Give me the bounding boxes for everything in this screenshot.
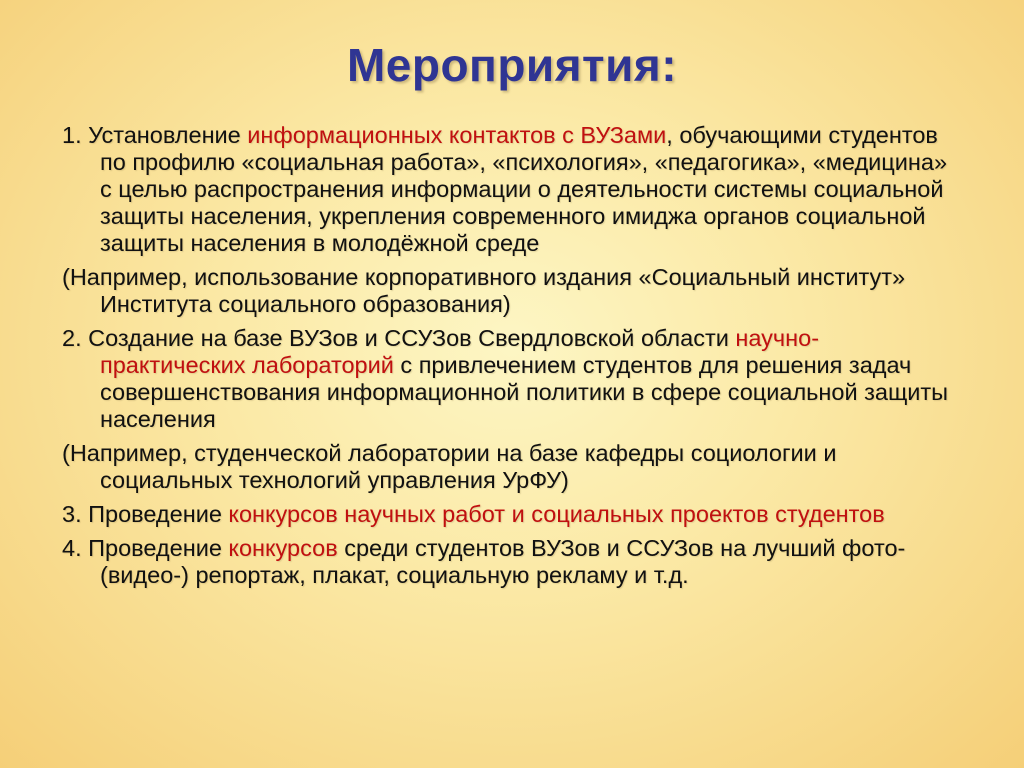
item-3-text-a: 3. Проведение [62,501,229,527]
item-3-highlight: конкурсов научных работ и социальных проектов студентов [228,501,885,527]
slide-title: Мероприятия: [346,39,678,91]
item-2-text-a: 2. Создание на базе ВУЗов и ССУЗов Свердловской области [62,325,736,351]
item-2-text-b: с привлечением студентов для решения задач совершенствования информационной политики в сфере социальной защиты населения [100,352,949,432]
item-2-highlight: научно-практических лабораторий [100,325,820,378]
item-1-text-b: , обучающими студентов по профилю «социальная работа», «психология», «педагогика», «медицина» с целью распространения информации о деятельности системы социальной защиты населения, укрепления современного имиджа органов социальной защиты населения в молодёжной среде [100,122,948,256]
slide-body [62,122,962,596]
item-1-highlight: информационных контактов с ВУЗами [247,122,667,148]
item-1-paragraph [62,122,962,257]
example-2-paragraph: (Например, студенческой лаборатории на базе кафедры социологии и социальных технологий управления УрФУ) [62,440,837,493]
item-4-text-a: 4. Проведение [62,535,229,561]
item-4-text-b: среди студентов ВУЗов и ССУЗов на лучший фото-(видео-) репортаж, плакат, социальную рекламу и т.д. [100,535,906,588]
item-4-highlight: конкурсов [228,535,338,561]
item-2-paragraph [62,325,962,433]
item-1-text-a: 1. Установление [62,122,248,148]
item-4-paragraph [62,535,962,589]
item-3-paragraph [62,501,962,528]
example-1-paragraph: (Например, использование корпоративного издания «Социальный институт» Института социального образования) [62,264,906,317]
